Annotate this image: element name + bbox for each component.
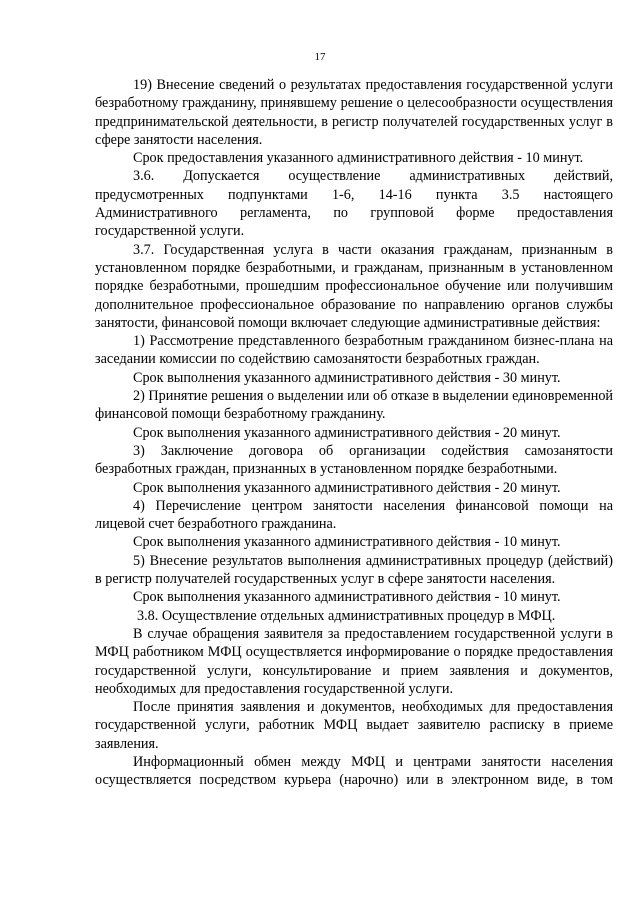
paragraph-deadline: Срок выполнения указанного административного действия - 20 минут. xyxy=(133,479,561,496)
paragraph-section-3-6: 3.6. Допускается осуществление административных действий, предусмотренных подпунктами 1-6, 14-16 пункта 3.5 настоящего Административного регламента, по групповой форме предоставления государственной услуги. xyxy=(95,168,613,240)
document-body xyxy=(95,76,613,790)
paragraph-action-5: 5) Внесение результатов выполнения административных процедур (действий) в регистр получателей государственных услуг в сфере занятости населения. xyxy=(95,552,613,588)
paragraph-action-1: 1) Рассмотрение представленного безработным гражданином бизнес-плана на заседании комиссии по содействию самозанятости безработных граждан. xyxy=(95,333,613,368)
paragraph-info-exchange: Информационный обмен между МФЦ и центрами занятости населения осуществляется посредством курьера (нарочно) или в электронном виде, в том xyxy=(95,753,613,789)
paragraph-mfc-request: В случае обращения заявителя за предоставлением государственной услуги в МФЦ работником МФЦ осуществляется информирование о порядке предоставления государственной услуги, консультирование и прием заявления и документов, необходимых для предоставления государственной услуги. xyxy=(95,625,613,697)
paragraph-action-4: 4) Перечисление центром занятости населения финансовой помощи на лицевой счет безработного гражданина. xyxy=(95,497,613,533)
paragraph-action-3: 3) Заключение договора об организации содействия самозанятости безработных граждан, признанных в установленном порядке безработными. xyxy=(95,442,613,478)
paragraph-section-3-8: 3.8. Осуществление отдельных административных процедур в МФЦ. xyxy=(137,607,556,624)
page-number: 17 xyxy=(314,51,326,63)
paragraph-deadline: Срок выполнения указанного административного действия - 10 минут. xyxy=(133,534,561,551)
paragraph-mfc-receipt: После принятия заявления и документов, необходимых для предоставления государственной услуги, работник МФЦ выдает заявителю расписку в приеме заявления. xyxy=(95,699,613,752)
paragraph-deadline: Срок выполнения указанного административного действия - 30 минут. xyxy=(133,369,561,386)
paragraph-deadline: Срок выполнения указанного административного действия - 10 минут. xyxy=(133,589,561,606)
paragraph-item-19: 19) Внесение сведений о результатах предоставления государственной услуги безработному гражданину, принявшему решение о целесообразности осуществления предпринимательской деятельности, в регистр получателей государственных услуг в сфере занятости населения. xyxy=(95,77,613,148)
paragraph-deadline: Срок выполнения указанного административного действия - 20 минут. xyxy=(133,424,561,441)
paragraph-section-3-7: 3.7. Государственная услуга в части оказания гражданам, признанным в установленном порядке безработными, и гражданам, признанным в установленном порядке безработными, прошедшим профессиональное обучение или получившим дополнительное профессиональное образование по направлению органов службы занятости, финансовой помощи включает следующие административные действия: xyxy=(95,241,613,331)
paragraph-action-2: 2) Принятие решения о выделении или об отказе в выделении единовременной финансовой помощи безработному гражданину. xyxy=(95,388,613,423)
paragraph-deadline: Срок предоставления указанного административного действия - 10 минут. xyxy=(133,150,584,167)
